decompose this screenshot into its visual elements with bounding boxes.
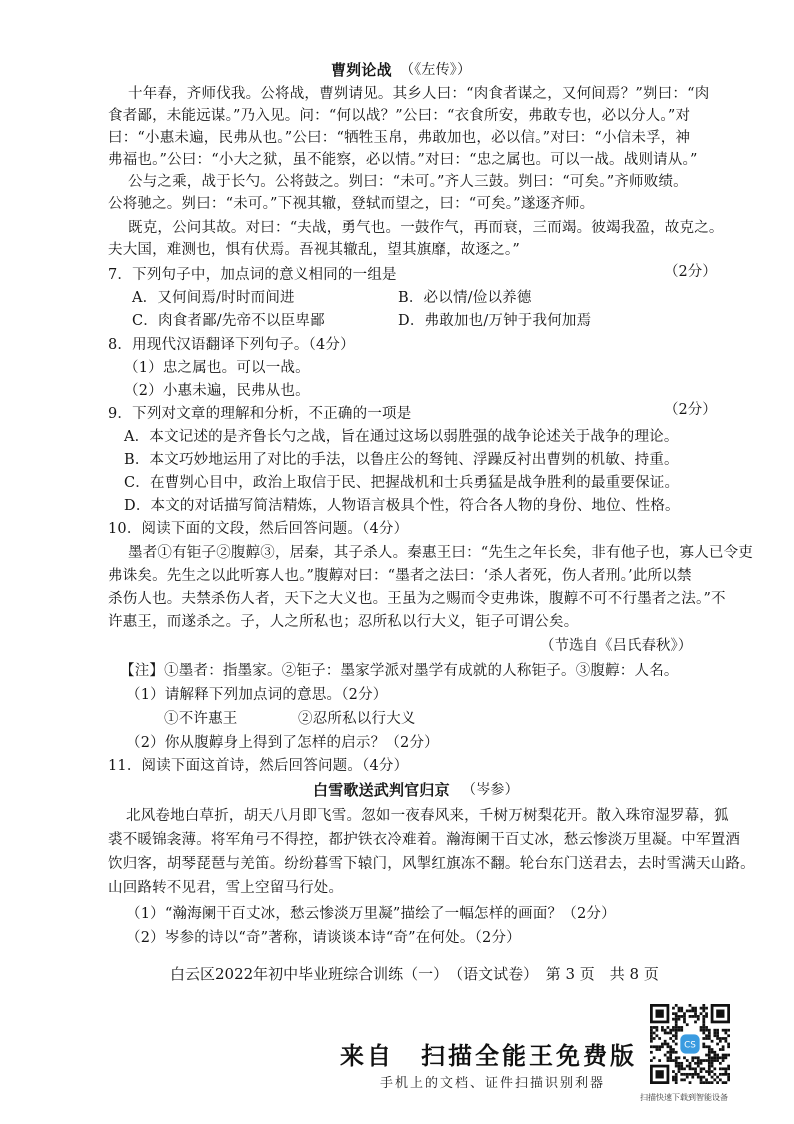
q8-item: （2）小惠未遍，民弗从也。: [124, 383, 310, 399]
q9-score: （2分）: [664, 402, 717, 418]
watermark-subtitle: 手机上的文档、证件扫描识别利器: [380, 1076, 606, 1091]
q7-option-a: A．又何间焉/时时而间进: [132, 290, 295, 306]
q10-source: （节选自《吕氏春秋》）: [540, 638, 693, 654]
q9-stem: 9．下列对文章的理解和分析，不正确的一项是: [108, 406, 412, 422]
poem-line: 裘不暖锦衾薄。将军角弓不得控，都护铁衣冷难着。瀚海阑干百丈冰，愁云惨淡万里凝。中军置酒: [108, 832, 741, 848]
q8-item: （1）忠之属也。可以一战。: [124, 360, 310, 376]
passage-title: 曹刿论战: [331, 61, 392, 79]
passage-line: 食者鄙，未能远谋。”乃入见。问：“何以战？”公曰：“衣食所安，弗敢专也，必以分人。”对: [108, 108, 691, 124]
q10-passage-line: 墨者①有钜子②腹䵍③，居秦，其子杀人。秦惠王曰：“先生之年长矣，非有他子也，寡人已令吏: [128, 545, 754, 561]
q10-note: 【注】①墨者：指墨家。②钜子：墨家学派对墨学有成就的人称钜子。③腹䵍：人名。: [120, 663, 679, 679]
q7-stem: 7．下列句子中，加点词的意义相同的一组是: [108, 267, 397, 283]
passage-line: 公将驰之。刿曰：“未可。”下视其辙，登轼而望之，曰：“可矣。”遂逐齐师。: [108, 196, 595, 212]
q11-sub1: （1）“瀚海阑干百丈冰，愁云惨淡万里凝”描绘了一幅怎样的画面？（2分）: [126, 906, 616, 922]
passage-line: 既克，公问其故。对曰：“夫战，勇气也。一鼓作气，再而衰，三而竭。彼竭我盈，故克之。: [128, 220, 724, 236]
q9-option-b: B．本文巧妙地运用了对比的手法，以鲁庄公的驽钝、浮躁反衬出曹刿的机敏、持重。: [124, 452, 679, 468]
q9-option-a: A．本文记述的是齐鲁长勺之战，旨在通过这场以弱胜强的战争论述关于战争的理论。: [124, 429, 679, 445]
q10-passage-line: 弗诛矣。先生之以此听寡人也。”腹䵍对曰：“墨者之法曰：‘杀人者死，伤人者刑。’此所以禁: [108, 568, 692, 584]
q9-option-c: C．在曹刿心目中，政治上取信于民、把握战机和士兵勇猛是战争胜利的最重要保证。: [124, 475, 680, 491]
passage-line: 十年春，齐师伐我。公将战，曹刿请见。其乡人曰：“肉食者谋之，又何间焉？”刿曰：“肉: [128, 86, 710, 102]
q11-stem: 11．阅读下面这首诗，然后回答问题。（4分）: [108, 758, 409, 774]
q7-option-b: B．必以情/俭以养德: [398, 290, 532, 306]
q10-sub1-item: ①不许惠王: [164, 711, 238, 727]
q10-sub1-item: ②忍所私以行大义: [298, 711, 416, 727]
q8-stem: 8．用现代汉语翻译下列句子。（4分）: [108, 337, 355, 353]
q9-option-d: D．本文的对话描写简洁精炼，人物语言极具个性，符合各人物的身份、地位、性格。: [124, 498, 680, 514]
q10-sub1: （1）请解释下列加点词的意思。（2分）: [126, 687, 388, 703]
qr-code-icon[interactable]: [650, 1004, 730, 1084]
q7-option-c: C．肉食者鄙/先帝不以臣卑鄙: [132, 313, 325, 329]
qr-center-label: CS: [684, 1040, 696, 1051]
q7-score: （2分）: [664, 264, 717, 280]
poem-line: 北风卷地白草折，胡天八月即飞雪。忽如一夜春风来，千树万树梨花开。散入珠帘湿罗幕，狐: [126, 808, 729, 824]
passage-line: 曰：“小惠未遍，民弗从也。”公曰：“牺牲玉帛，弗敢加也，必以信。”对曰：“小信未孚，神: [108, 130, 691, 146]
q10-passage-line: 许惠王，而遂杀之。子，人之所私也；忍所私以行大义，钜子可谓公矣。: [108, 614, 579, 630]
q10-stem: 10．阅读下面的文段，然后回答问题。（4分）: [108, 521, 409, 537]
page-footer: 白云区2022年初中毕业班综合训练（一） （语文试卷） 第 3 页 共 8 页: [170, 965, 659, 983]
q11-sub2: （2）岑参的诗以“奇”著称，请谈谈本诗“奇”在何处。（2分）: [126, 930, 521, 946]
passage-source: （《左传》）: [400, 62, 472, 78]
watermark-title: 来自 扫描全能王免费版: [340, 1041, 637, 1070]
poem-title: 白雪歌送武判官归京: [313, 781, 450, 799]
passage-line: 弗福也。”公曰：“小大之狱，虽不能察，必以情。”对曰：“忠之属也。可以一战。战则请从。”: [108, 152, 698, 168]
poem-line: 山回路转不见君，雪上空留马行处。: [108, 880, 344, 896]
q10-sub2: （2）你从腹䵍身上得到了怎样的启示？（2分）: [126, 735, 439, 751]
q10-passage-line: 杀伤人也。夫禁杀伤人者，天下之大义也。王虽为之赐而令吏弗诛，腹䵍不可不行墨者之法。”不: [108, 591, 726, 607]
passage-line: 夫大国，难测也，惧有伏焉。吾视其辙乱，望其旗靡，故逐之。”: [108, 242, 520, 258]
poem-line: 饮归客，胡琴琵琶与羌笛。纷纷暮雪下辕门，风掣红旗冻不翻。轮台东门送君去，去时雪满天山路。: [108, 856, 755, 872]
poem-author: （岑参）: [462, 782, 519, 798]
passage-line: 公与之乘，战于长勺。公将鼓之。刿曰：“未可。”齐人三鼓。刿曰：“可矣。”齐师败绩。: [128, 174, 688, 190]
qr-caption: 扫描快速下载到智能设备: [640, 1093, 728, 1102]
q7-option-d: D．弗敢加也/万钟于我何加焉: [398, 313, 592, 329]
